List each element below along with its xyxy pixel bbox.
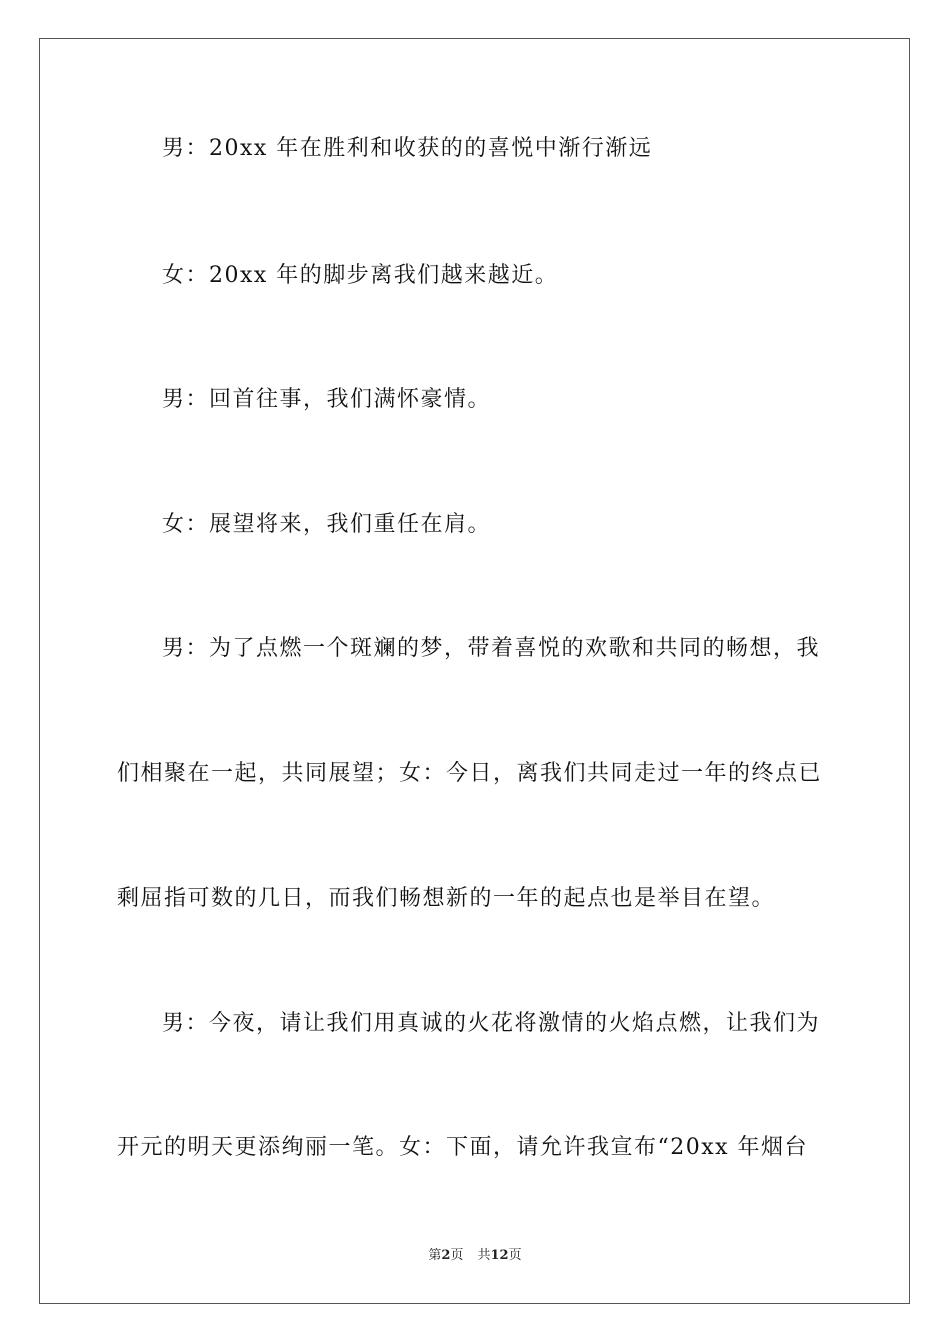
paragraph-line-2: 女：20xx 年的脚步离我们越来越近。 bbox=[162, 263, 559, 288]
paragraph-line-1: 男：20xx 年在胜利和收获的的喜悦中渐行渐远 bbox=[162, 136, 653, 161]
paragraph-line-8: 男：今夜，请让我们用真诚的火花将激情的火焰点燃，让我们为 bbox=[162, 1011, 821, 1036]
page-suffix: 页 bbox=[450, 1248, 464, 1263]
paragraph-line-3: 男：回首往事，我们满怀豪情。 bbox=[162, 387, 492, 412]
page-footer bbox=[0, 1247, 950, 1265]
paragraph-line-4: 女：展望将来，我们重任在肩。 bbox=[162, 512, 492, 537]
page-prefix: 第 bbox=[428, 1248, 442, 1263]
paragraph-line-7: 剩屈指可数的几日，而我们畅想新的一年的起点也是举目在望。 bbox=[117, 886, 776, 911]
total-suffix: 页 bbox=[508, 1248, 522, 1263]
paragraph-line-9: 开元的明天更添绚丽一笔。女：下面，请允许我宣布“20xx 年烟台 bbox=[117, 1135, 809, 1160]
paragraph-line-5: 男：为了点燃一个斑斓的梦，带着喜悦的欢歌和共同的畅想，我 bbox=[162, 636, 821, 661]
paragraph-line-6: 们相聚在一起，共同展望；女：今日，离我们共同走过一年的终点已 bbox=[117, 761, 823, 786]
total-page-number: 12 bbox=[490, 1248, 509, 1263]
current-page-number: 2 bbox=[441, 1248, 451, 1263]
total-prefix: 共 bbox=[477, 1248, 491, 1263]
page-border bbox=[39, 38, 910, 1304]
